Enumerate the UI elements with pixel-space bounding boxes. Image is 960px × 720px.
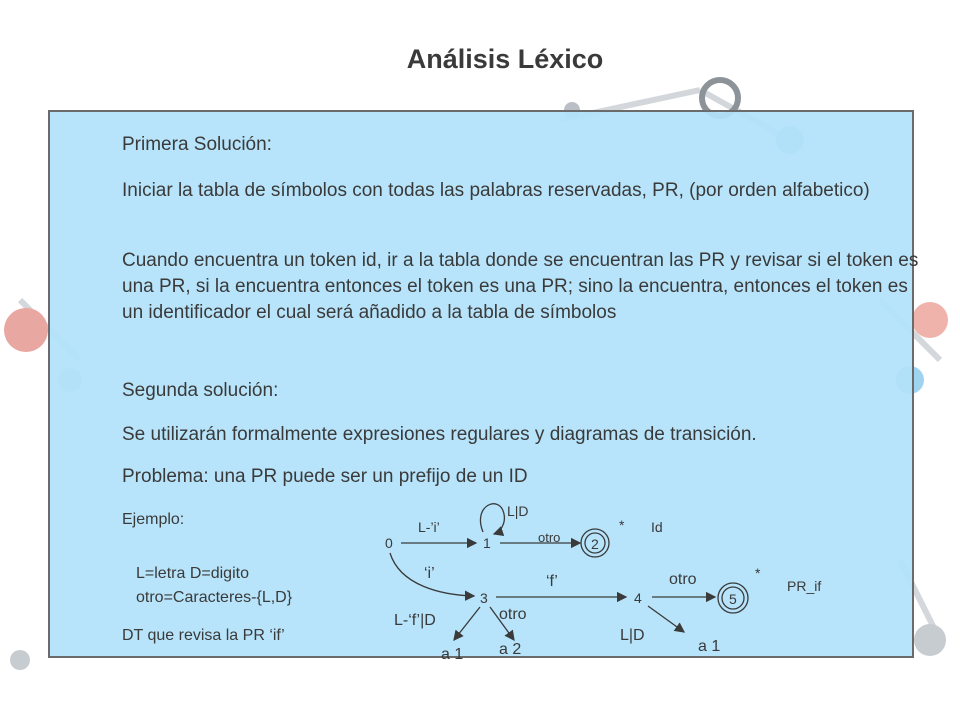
paragraph-iniciar-tabla: Iniciar la tabla de símbolos con todas las palabras reservadas, PR, (por orden alfabetico) xyxy=(122,180,870,201)
edge-3-out1-label: L-‘f’|D xyxy=(394,612,436,629)
heading-primera-solucion: Primera Solución: xyxy=(122,134,272,155)
edge-4-5-label: otro xyxy=(669,571,697,588)
loop-1-arrow xyxy=(480,504,504,534)
paragraph-cuando-encuentra: Cuando encuentra un token id, ir a la tabla donde se encuentran las PR y revisar si el token es una PR, si la encuentra entonces el token es una PR; sino la encuentra, entonces el token es un identificador el cual será añadido a la tabla de símbolos xyxy=(122,250,919,323)
edge-1-2-label: otro xyxy=(538,530,561,545)
edge-3-4-label: ‘f’ xyxy=(546,573,558,590)
edge-3-out2-label: otro xyxy=(499,606,527,623)
state-2-label: 2 xyxy=(591,536,599,552)
heading-segunda-solucion: Segunda solución: xyxy=(122,380,279,401)
example-label: Ejemplo: xyxy=(122,511,185,528)
definition-otro: otro=Caracteres-{L,D} xyxy=(136,589,293,606)
target-a1-right: a 1 xyxy=(698,638,721,655)
loop-1-label: L|D xyxy=(507,503,529,519)
state-5-label: 5 xyxy=(729,591,737,607)
target-a2: a 2 xyxy=(499,641,522,658)
paragraph-problema: Problema: una PR puede ser un prefijo de un ID xyxy=(122,466,528,487)
state-5-token: PR_if xyxy=(787,578,822,594)
page-title: Análisis Léxico xyxy=(406,44,604,74)
edge-3-a1-arrow xyxy=(454,607,480,640)
state-3-label: 3 xyxy=(480,590,488,606)
state-2-token: Id xyxy=(651,519,663,535)
paragraph-expresiones-regulares: Se utilizarán formalmente expresiones regulares y diagramas de transición. xyxy=(122,424,757,445)
edge-4-out-label: L|D xyxy=(620,627,645,644)
state-5-star: * xyxy=(755,565,761,581)
edge-4-a1-arrow xyxy=(648,606,684,632)
state-4-label: 4 xyxy=(634,590,642,606)
edge-0-1-label: L-’i’ xyxy=(418,519,440,535)
definition-letra-digito: L=letra D=digito xyxy=(136,565,249,582)
target-a1-left: a 1 xyxy=(441,646,464,663)
diagram-caption: DT que revisa la PR ‘if’ xyxy=(122,627,285,644)
edge-0-3-label: ‘i’ xyxy=(424,565,435,582)
state-2-star: * xyxy=(619,517,625,533)
state-1-label: 1 xyxy=(483,535,491,551)
state-0-label: 0 xyxy=(385,535,393,551)
